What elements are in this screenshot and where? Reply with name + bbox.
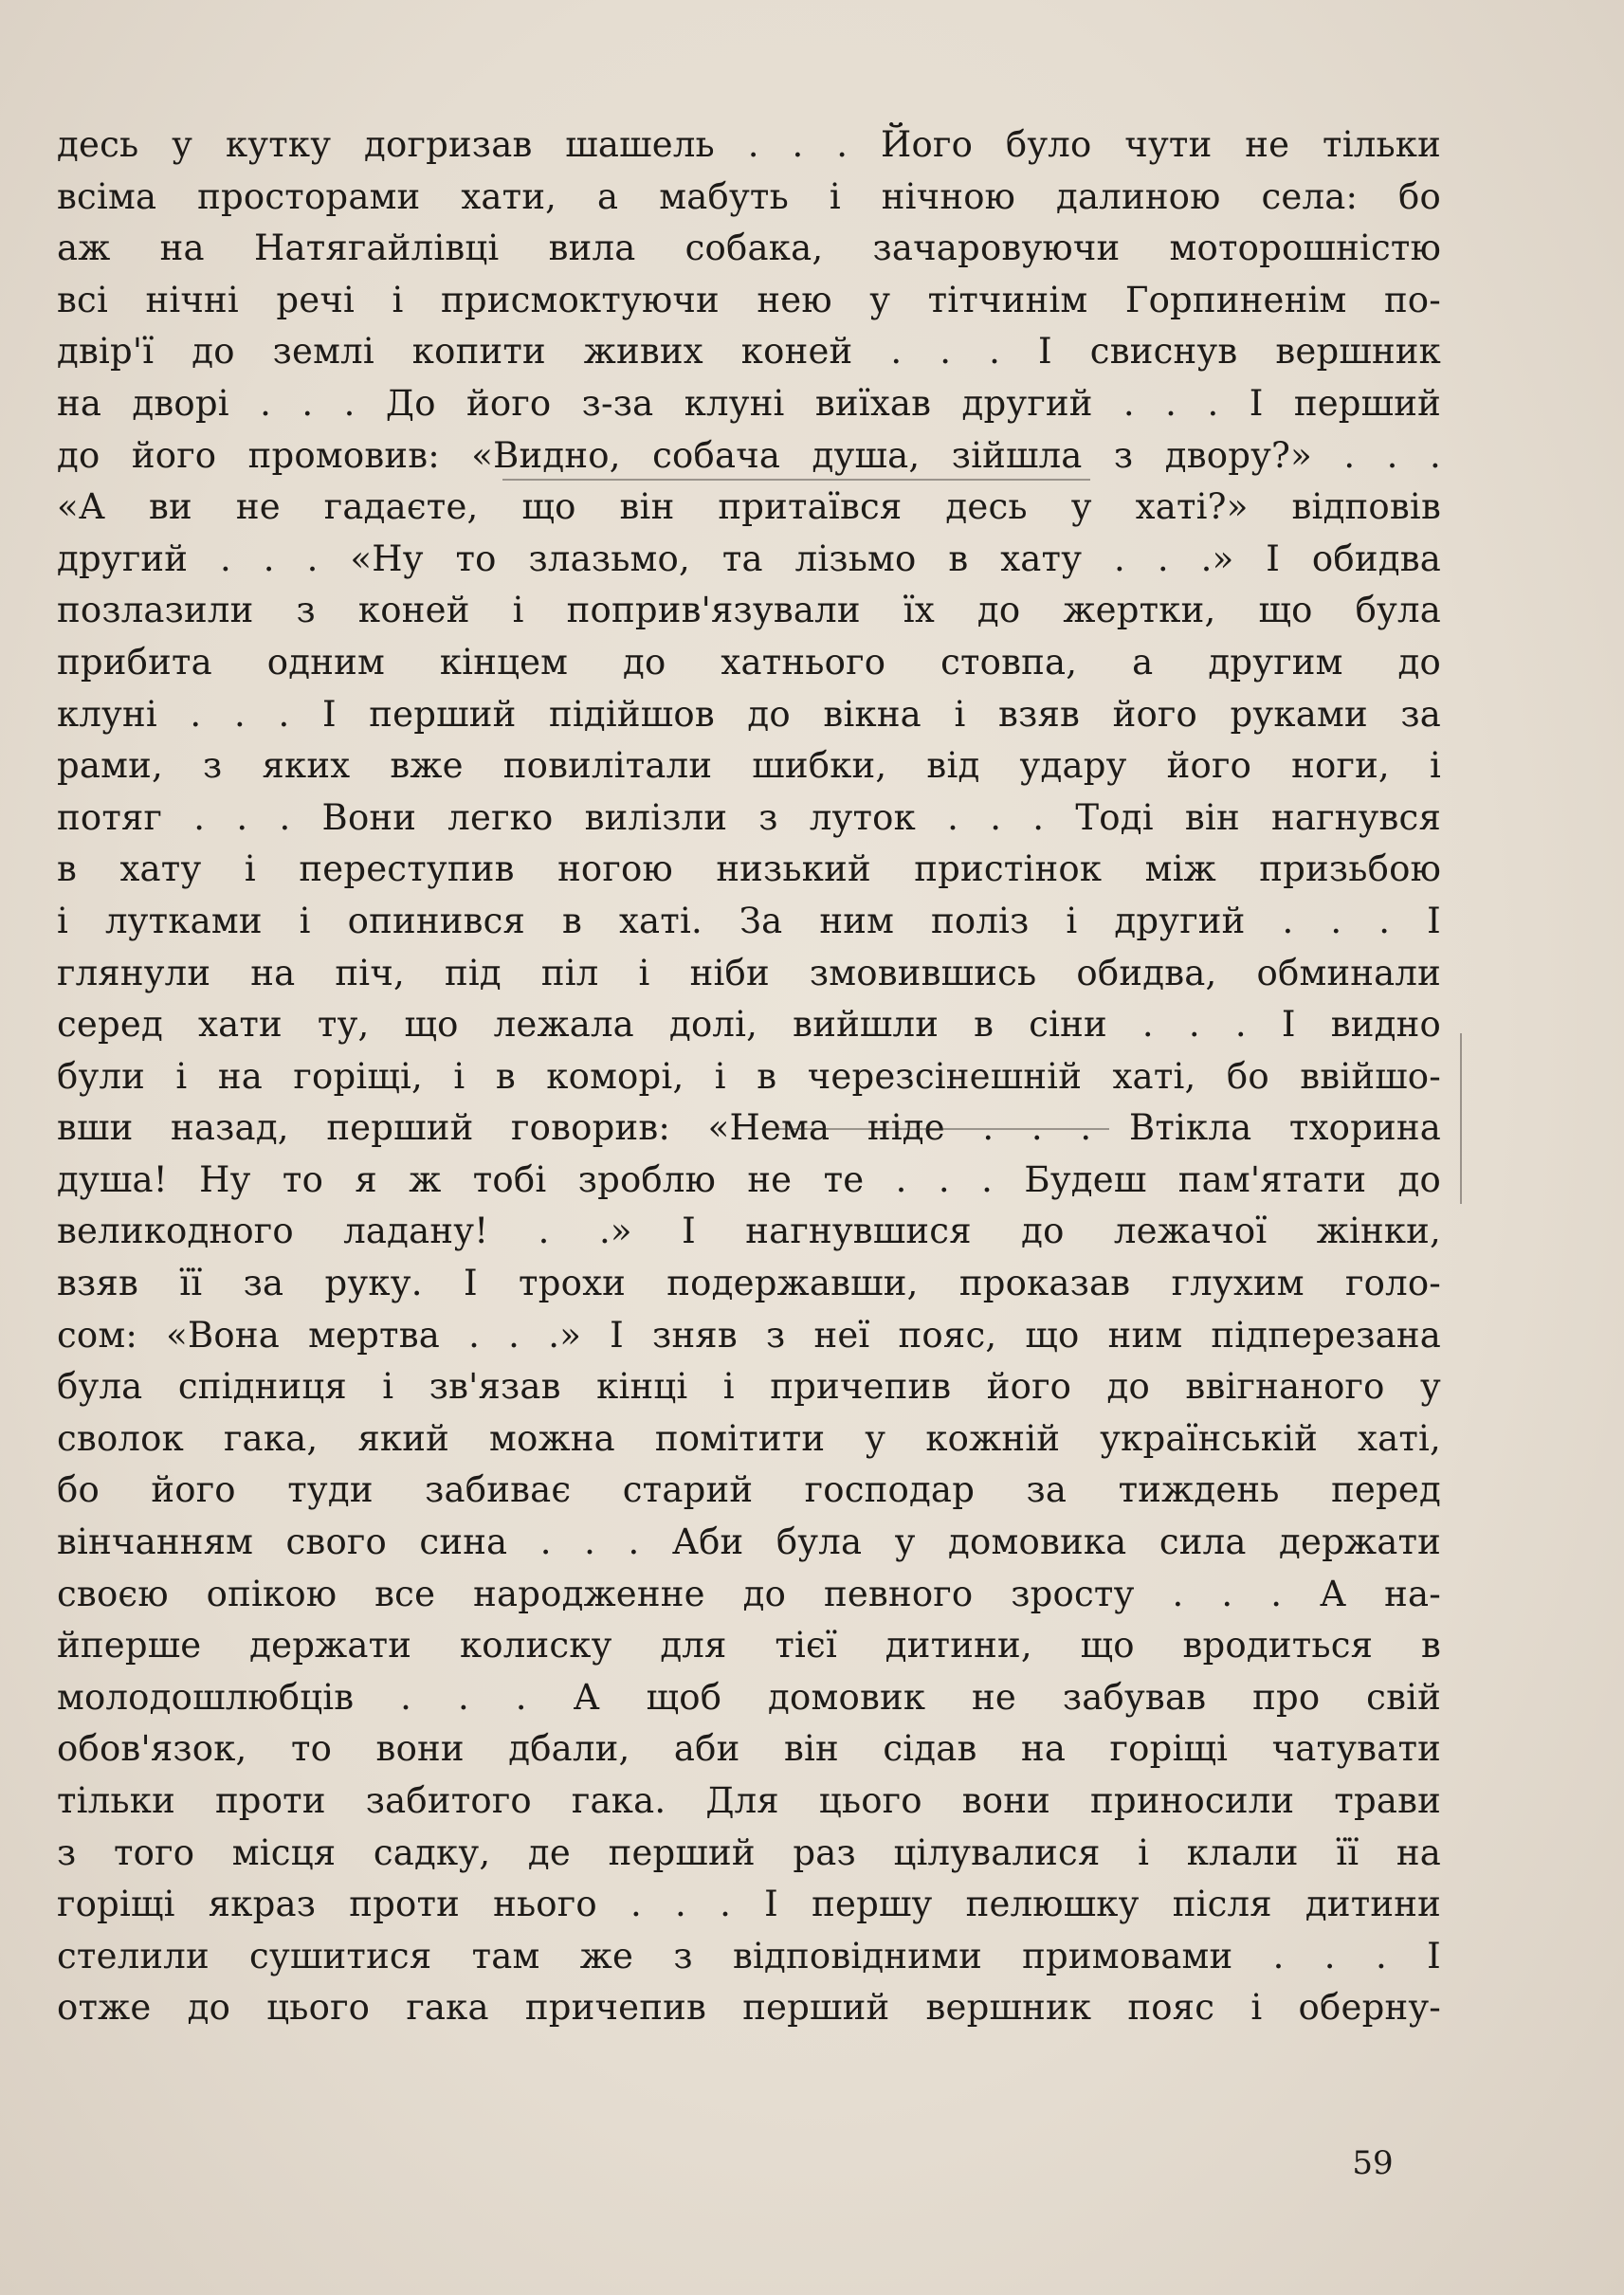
text-line: взяв її за руку. І трохи подержавши, проказав глухим голо-: [57, 1263, 1441, 1304]
text-line: всіма просторами хати, а мабуть і нічною далиною села: бо: [57, 175, 1441, 217]
text-line: з того місця садку, де перший раз цілувалися і клали її на: [57, 1831, 1441, 1873]
text-line: душа! Ну то я ж тобі зроблю не те . . . Будеш пам'ятати до: [57, 1158, 1441, 1200]
text-line: потяг . . . Вони легко вилізли з луток . . . Тоді він нагнувся: [57, 796, 1441, 838]
pencil-underline: [502, 479, 1090, 481]
text-line: другий . . . «Ну то злазьмо, та лізьмо в хату . . .» І обидва: [57, 537, 1441, 579]
text-line: вши назад, перший говорив: «Нема ніде . . . Втікла тхорина: [57, 1107, 1441, 1149]
text-line: горіщі якраз проти нього . . . І першу пелюшку після дитини: [57, 1884, 1441, 1925]
text-line: молодошлюбців . . . А щоб домовик не забував про свій: [57, 1676, 1441, 1718]
text-line: обов'язок, то вони дбали, аби він сідав на горіщі чатувати: [57, 1728, 1441, 1770]
text-line: прибита одним кінцем до хатнього стовпа, а другим до: [57, 641, 1441, 683]
text-line: позлазили з коней і поприв'язували їх до жертки, що була: [57, 590, 1441, 631]
text-line: глянули на піч, під піл і ніби змовившись обидва, обминали: [57, 952, 1441, 993]
text-line: вінчанням свого сина . . . Аби була у домовика сила держати: [57, 1521, 1441, 1563]
text-line: своєю опікою все народженне до певного зросту . . . А на-: [57, 1573, 1441, 1614]
text-line: рами, з яких вже повилітали шибки, від удару його ноги, і: [57, 745, 1441, 787]
text-line: всі нічні речі і присмоктуючи нею у тітчинім Горпиненім по-: [57, 279, 1441, 320]
text-line: були і на горіщі, і в коморі, і в черезсінешній хаті, бо ввійшо-: [57, 1055, 1441, 1097]
text-line: до його промовив: «Видно, собача душа, зійшла з двору?» . . .: [57, 434, 1441, 476]
text-line: стелили сушитися там же з відповідними примовами . . . І: [57, 1935, 1441, 1976]
text-line: і лутками і опинився в хаті. За ним поліз і другий . . . І: [57, 900, 1441, 941]
text-line: бо його туди забиває старий господар за тиждень перед: [57, 1469, 1441, 1511]
text-line: десь у кутку догризав шашель . . . Його було чути не тільки: [57, 124, 1441, 165]
text-line: йперше держати колиску для тієї дитини, що вродиться в: [57, 1625, 1441, 1667]
text-line: двір'ї до землі копити живих коней . . . І свиснув вершник: [57, 331, 1441, 373]
page-number: 59: [1352, 2144, 1394, 2182]
text-line: аж на Натягайлівці вила собака, зачаровуючи моторошністю: [57, 228, 1441, 269]
pencil-underline: [763, 1128, 1109, 1130]
body-text: [57, 119, 1441, 2034]
pencil-bracket: [1451, 1033, 1462, 1204]
text-line: на дворі . . . До його з-за клуні виїхав другий . . . І перший: [57, 382, 1441, 424]
text-line: «А ви не гадаєте, що він притаївся десь у хаті?» відповів: [57, 486, 1441, 528]
text-line: в хату і переступив ногою низький пристінок між призьбою: [57, 848, 1441, 890]
text-line: сом: «Вона мертва . . .» І зняв з неї пояс, що ним підперезана: [57, 1314, 1441, 1356]
text-line: серед хати ту, що лежала долі, вийшли в сіни . . . І видно: [57, 1004, 1441, 1046]
text-line: сволок гака, який можна помітити у кожній українській хаті,: [57, 1417, 1441, 1459]
text-line: була спідниця і зв'язав кінці і причепив його до ввігнаного у: [57, 1366, 1441, 1408]
text-line: отже до цього гака причепив перший вершник пояс і оберну-: [57, 1987, 1441, 2029]
text-line: клуні . . . І перший підійшов до вікна і взяв його руками за: [57, 693, 1441, 735]
text-line: тільки проти забитого гака. Для цього вони приносили трави: [57, 1780, 1441, 1821]
text-line: великодного ладану! . .» І нагнувшися до лежачої жінки,: [57, 1211, 1441, 1252]
